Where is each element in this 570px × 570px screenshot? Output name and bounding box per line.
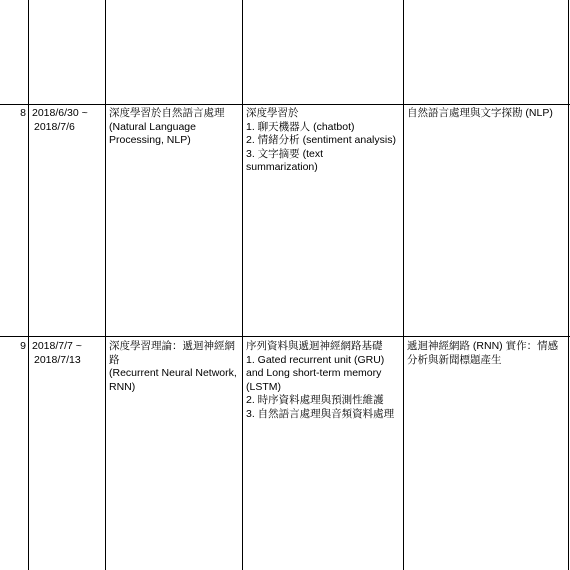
topic-line: RNN) — [109, 380, 136, 393]
content-line: 3. 文字摘要 (text — [246, 147, 324, 160]
content-line: and Long short-term memory — [246, 367, 382, 380]
date-line: 2018/7/7 ~ — [32, 340, 82, 352]
date-cell — [32, 340, 82, 367]
date-line: 2018/6/30 ~ — [32, 107, 88, 119]
topic-cell — [109, 340, 237, 394]
practice-line: 分析與新聞標題產生 — [407, 353, 502, 366]
column-divider — [568, 0, 569, 570]
row-divider — [0, 336, 570, 337]
week-number: 9 — [20, 340, 26, 352]
content-cell — [246, 340, 394, 422]
column-divider — [28, 0, 29, 570]
practice-cell — [407, 107, 553, 121]
content-line: (LSTM) — [246, 380, 281, 393]
content-line: 2. 時序資料處理與預測性維護 — [246, 394, 384, 407]
column-divider — [403, 0, 404, 570]
practice-cell — [407, 340, 558, 367]
date-cell — [32, 107, 88, 134]
content-line: 2. 情緒分析 (sentiment analysis) — [246, 134, 396, 147]
date-line: 2018/7/13 — [34, 353, 81, 366]
topic-line: Processing, NLP) — [109, 134, 191, 147]
content-line: 1. Gated recurrent unit (GRU) — [246, 353, 385, 366]
date-line: 2018/7/6 — [34, 120, 75, 133]
content-line: summarization) — [246, 161, 318, 174]
content-line: 3. 自然語言處理與音頻資料處理 — [246, 407, 395, 420]
row-divider — [0, 104, 570, 105]
content-line: 序列資料與遞迴神經網路基礎 — [246, 340, 383, 352]
topic-line: 路 — [109, 353, 120, 366]
content-line: 1. 聊天機器人 (chatbot) — [246, 120, 355, 133]
content-line: 深度學習於 — [246, 107, 299, 119]
topic-line: (Natural Language — [109, 120, 196, 133]
column-divider — [105, 0, 106, 570]
topic-line: 深度學習理論：遞迴神經網 — [109, 340, 235, 352]
topic-line: 深度學習於自然語言處理 — [109, 107, 225, 119]
practice-line: 遞迴神經網路 (RNN) 實作：情感 — [407, 340, 559, 352]
topic-line: (Recurrent Neural Network, — [109, 367, 237, 380]
topic-cell — [109, 107, 225, 148]
practice-line: 自然語言處理與文字探勘 (NLP) — [407, 107, 553, 119]
column-divider — [242, 0, 243, 570]
week-number: 8 — [20, 107, 26, 119]
content-cell — [246, 107, 396, 175]
